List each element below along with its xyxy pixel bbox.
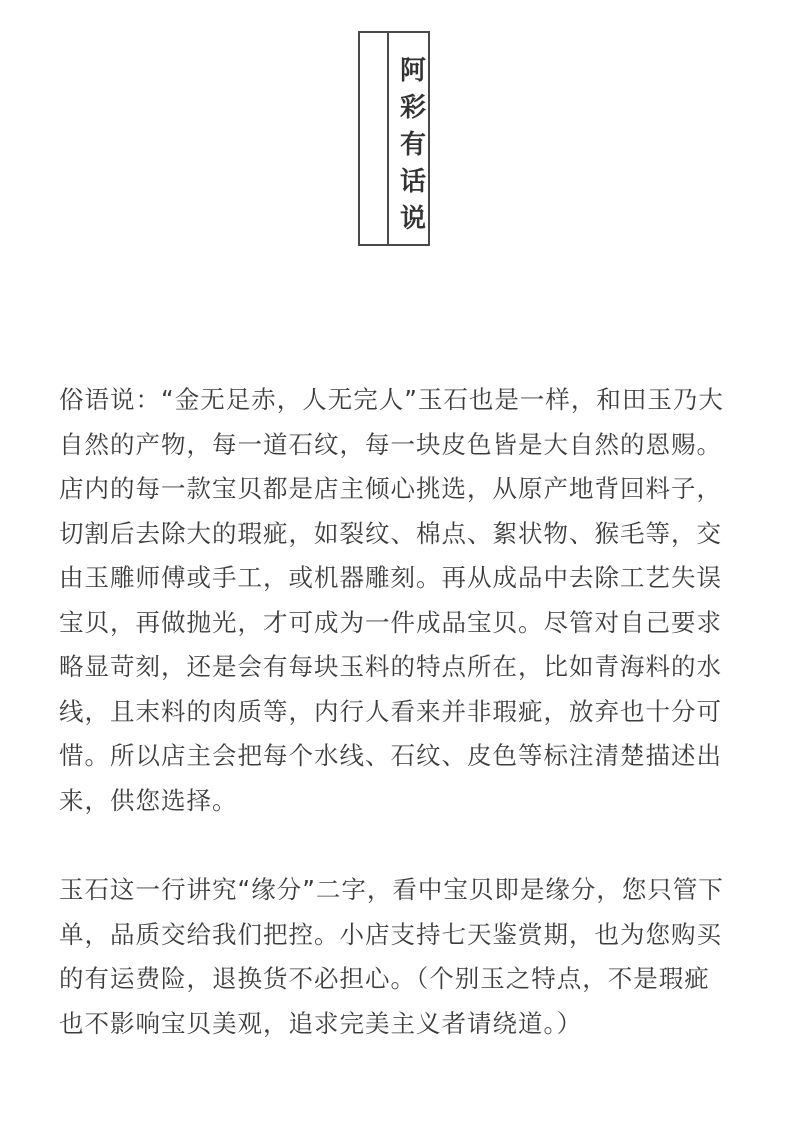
- paragraph-policy: 俗语说：“金无足赤，人无完人”玉石也是一样，和田玉乃大自然的产物，每一道石纹，每一块皮色皆是大自然的恩赐。店内的每一款宝贝都是店主倾心挑选，从原产地背回料子，切割后去除大的瑕疵，如裂纹、棉点、絮状物、猴毛等，交由玉雕师傅或手工，或机器雕刻。再从成品中去除工艺失误宝贝，再做抛光，才可成为一件成品宝贝。尽管对自己要求略显苛刻，还是会有每块玉料的特点所在，比如青海料的水线，且末料的肉质等，内行人看来并非瑕疵，放弃也十分可惜。所以店主会把每个水线、石纹、皮色等标注清楚描述出来，供您选择。: [59, 385, 724, 815]
- paragraph-guarantee: 玉石这一行讲究“缘分”二字，看中宝贝即是缘分，您只管下单，品质交给我们把控。小店支持七天鉴赏期，也为您购买的有运费险，退换货不必担心。（个别玉之特点，不是瑕疵也不影响宝贝美观，追求完美主义者请绕道。）: [59, 875, 724, 1038]
- page-title: 阿彩有话说: [399, 56, 426, 234]
- title-frame-divider: [387, 33, 389, 244]
- article-body: [59, 378, 731, 1046]
- title-frame: [358, 31, 430, 246]
